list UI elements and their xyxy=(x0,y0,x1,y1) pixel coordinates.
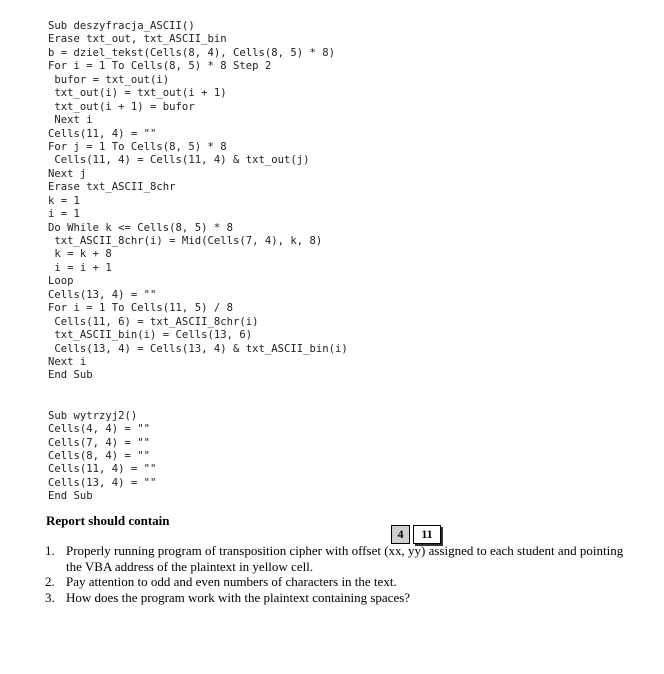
list-item-number: 1. xyxy=(45,543,55,558)
list-item-number: 2. xyxy=(45,574,55,589)
code-line: Sub deszyfracja_ASCII() xyxy=(48,20,195,32)
code-line: Cells(11, 4) = "" xyxy=(48,127,157,140)
code-line: Cells(11, 6) = txt_ASCII_8chr(i) xyxy=(48,315,259,328)
code-line: Cells(7, 4) = "" xyxy=(48,436,151,449)
vba-code-listing xyxy=(48,20,348,504)
code-line: For i = 1 To Cells(11, 5) / 8 xyxy=(48,302,233,315)
code-line: txt_out(i + 1) = bufor xyxy=(48,100,195,113)
code-line: txt_ASCII_8chr(i) = Mid(Cells(7, 4), k, 8) xyxy=(48,235,323,247)
code-line: Do While k <= Cells(8, 5) * 8 xyxy=(48,221,233,234)
code-line: Cells(4, 4) = "" xyxy=(48,423,151,436)
code-spacer xyxy=(48,396,348,409)
list-item-text: Pay attention to odd and even numbers of characters in the text. xyxy=(66,574,397,589)
offset-badge-xx: 4 xyxy=(391,525,410,544)
list-item xyxy=(40,543,626,574)
report-requirements-list xyxy=(40,543,626,605)
code-line: bufor = txt_out(i) xyxy=(48,73,170,86)
code-line: i = 1 xyxy=(48,208,80,221)
offset-badge-yy: 11 xyxy=(413,525,441,544)
report-heading: Report should contain xyxy=(46,513,170,528)
code-line: i = i + 1 xyxy=(48,261,112,274)
list-item-text: How does the program work with the plaintext containing spaces? xyxy=(66,589,411,605)
code-line: Cells(13, 4) = "" xyxy=(48,288,157,301)
code-line: Next i xyxy=(48,114,93,127)
code-line: k = 1 xyxy=(48,194,80,207)
list-item xyxy=(40,574,626,590)
code-line: Next j xyxy=(48,167,87,180)
code-line: b = dziel_tekst(Cells(8, 4), Cells(8, 5) * 8) xyxy=(48,46,336,59)
code-line: End Sub xyxy=(48,490,93,503)
code-line: Erase txt_out, txt_ASCII_bin xyxy=(48,33,227,46)
code-line: Sub wytrzyj2() xyxy=(48,409,138,422)
code-line: For j = 1 To Cells(8, 5) * 8 xyxy=(48,140,227,153)
code-spacer xyxy=(48,383,348,396)
code-line: For i = 1 To Cells(8, 5) * 8 Step 2 xyxy=(48,60,272,73)
code-line: Cells(11, 4) = "" xyxy=(48,463,157,476)
code-line: Loop xyxy=(48,275,74,288)
code-line: Cells(8, 4) = "" xyxy=(48,450,151,462)
code-line: txt_out(i) = txt_out(i + 1) xyxy=(48,87,227,100)
code-line: End Sub xyxy=(48,369,93,382)
list-item-number: 3. xyxy=(45,589,55,605)
code-line: Cells(13, 4) = Cells(13, 4) & txt_ASCII_bin(i) xyxy=(48,342,348,355)
code-line: txt_ASCII_bin(i) = Cells(13, 6) xyxy=(48,329,253,342)
code-line: Cells(13, 4) = "" xyxy=(48,476,157,489)
code-line: Cells(11, 4) = Cells(11, 4) & txt_out(j) xyxy=(48,154,310,167)
code-line: Next i xyxy=(48,355,87,368)
code-line: Erase txt_ASCII_8chr xyxy=(48,181,176,194)
list-item-text: Properly running program of transposition cipher with offset (xx, yy) assigned to each student and pointing the VBA address of the plaintext in yellow cell. xyxy=(66,543,624,574)
list-item xyxy=(40,590,626,606)
code-line: k = k + 8 xyxy=(48,248,112,261)
